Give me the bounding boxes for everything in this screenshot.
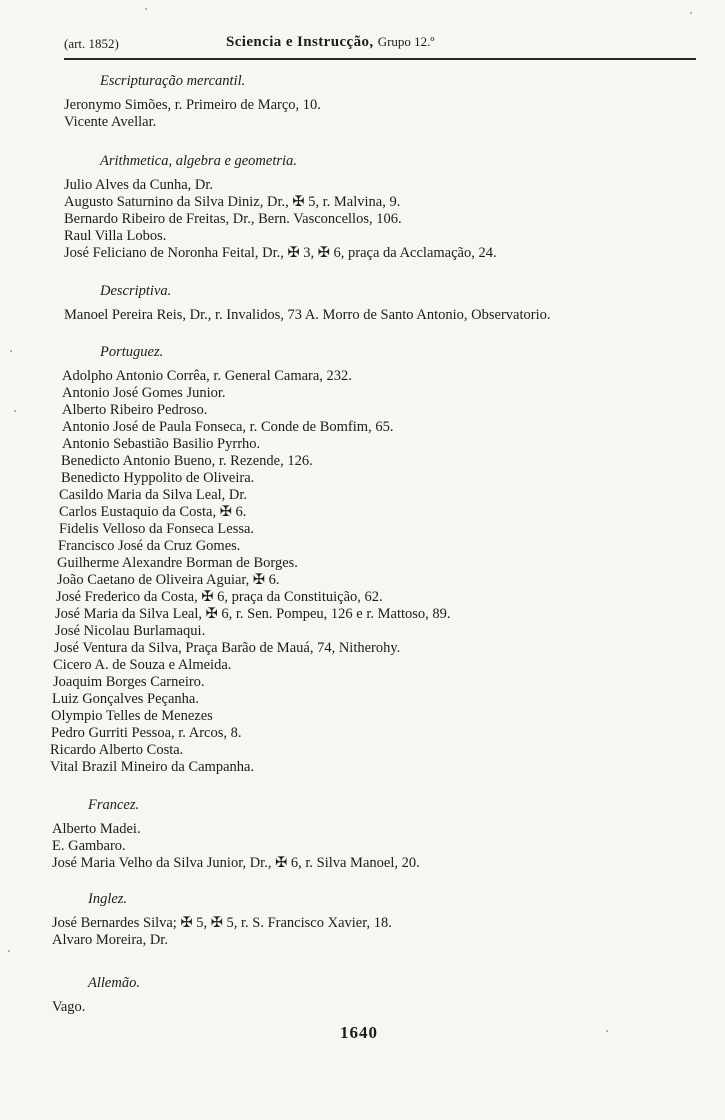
paper-speck — [10, 350, 12, 352]
paper-speck — [690, 12, 692, 14]
list-item: José Feliciano de Noronha Feital, Dr., ✠ 3, ✠ 6, praça da Acclamação, 24. — [64, 245, 497, 261]
list-item: Antonio José de Paula Fonseca, r. Conde de Bomfim, 65. — [62, 419, 394, 435]
section-title-francez: Francez. — [88, 797, 140, 813]
list-item: Jeronymo Simões, r. Primeiro de Março, 10. — [64, 97, 321, 113]
section-title-arithmetica: Arithmetica, algebra e geometria. — [100, 153, 297, 169]
list-item: Carlos Eustaquio da Costa, ✠ 6. — [59, 504, 247, 520]
list-item: E. Gambaro. — [52, 838, 126, 854]
section-title-descriptiva: Descriptiva. — [100, 283, 172, 299]
group-label: Grupo 12.º — [377, 34, 435, 49]
list-item: Guilherme Alexandre Borman de Borges. — [57, 555, 298, 571]
page-number: 1640 — [340, 1023, 378, 1042]
list-item: Cicero A. de Souza e Almeida. — [53, 657, 232, 673]
list-item: Vital Brazil Mineiro da Campanha. — [50, 759, 255, 775]
paper-speck — [606, 1030, 608, 1032]
list-item: José Nicolau Burlamaqui. — [55, 623, 206, 639]
list-item: José Frederico da Costa, ✠ 6, praça da Constituição, 62. — [56, 589, 383, 605]
list-item: Joaquim Borges Carneiro. — [53, 674, 205, 690]
list-item: Alberto Ribeiro Pedroso. — [62, 402, 208, 418]
list-item: João Caetano de Oliveira Aguiar, ✠ 6. — [57, 572, 280, 588]
list-item: Luiz Gonçalves Peçanha. — [52, 691, 199, 707]
list-item: Ricardo Alberto Costa. — [50, 742, 184, 758]
list-item: José Maria Velho da Silva Junior, Dr., ✠ 6, r. Silva Manoel, 20. — [52, 855, 420, 871]
section-title-allemao: Allemão. — [88, 975, 140, 991]
list-item: José Bernardes Silva; ✠ 5, ✠ 5, r. S. Francisco Xavier, 18. — [52, 915, 392, 931]
list-item: Benedicto Hyppolito de Oliveira. — [61, 470, 255, 486]
list-item: Vicente Avellar. — [64, 114, 157, 130]
list-item: Fidelis Velloso da Fonseca Lessa. — [59, 521, 255, 537]
paper-speck — [145, 8, 147, 10]
list-item: Bernardo Ribeiro de Freitas, Dr., Bern. Vasconcellos, 106. — [64, 211, 402, 227]
page-header — [64, 33, 694, 55]
header-rule — [64, 58, 696, 60]
paper-speck — [14, 410, 16, 412]
list-item: Antonio José Gomes Junior. — [62, 385, 226, 401]
list-item: Alberto Madei. — [52, 821, 141, 837]
article-reference: (art. 1852) — [64, 36, 119, 51]
list-item: Adolpho Antonio Corrêa, r. General Camara, 232. — [62, 368, 352, 384]
running-title — [226, 34, 434, 51]
section-title-escripturacao: Escripturação mercantil. — [100, 73, 246, 89]
list-item: Augusto Saturnino da Silva Diniz, Dr., ✠ 5, r. Malvina, 9. — [64, 194, 401, 210]
list-item: Francisco José da Cruz Gomes. — [58, 538, 241, 554]
list-item: José Maria da Silva Leal, ✠ 6, r. Sen. Pompeu, 126 e r. Mattoso, 89. — [55, 606, 451, 622]
list-item: Julio Alves da Cunha, Dr. — [64, 177, 214, 193]
list-item: Antonio Sebastião Basilio Pyrrho. — [62, 436, 261, 452]
list-item: José Ventura da Silva, Praça Barão de Mauá, 74, Nitherohy. — [54, 640, 401, 656]
list-item: Vago. — [52, 999, 86, 1015]
list-item: Alvaro Moreira, Dr. — [52, 932, 168, 948]
running-title-text: Sciencia e Instrucção, — [226, 34, 374, 50]
paper-speck — [8, 950, 10, 952]
list-item: Olympio Telles de Menezes — [51, 708, 213, 724]
list-item: Raul Villa Lobos. — [64, 228, 167, 244]
list-item: Pedro Gurriti Pessoa, r. Arcos, 8. — [51, 725, 242, 741]
list-item: Benedicto Antonio Bueno, r. Rezende, 126. — [61, 453, 313, 469]
list-item: Casildo Maria da Silva Leal, Dr. — [59, 487, 248, 503]
section-title-inglez: Inglez. — [88, 891, 128, 907]
section-title-portuguez: Portuguez. — [100, 344, 164, 360]
list-item: Manoel Pereira Reis, Dr., r. Invalidos, 73 A. Morro de Santo Antonio, Observatorio. — [64, 307, 551, 323]
